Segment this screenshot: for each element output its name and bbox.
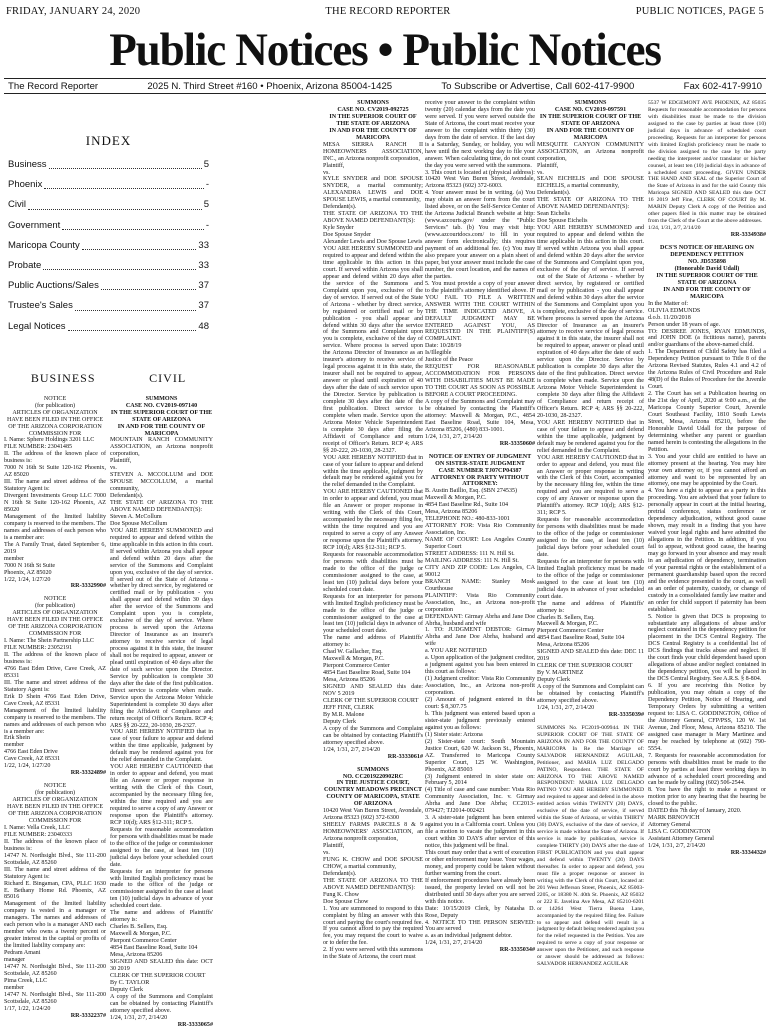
issue-date: FRIDAY, JANUARY 24, 2020 xyxy=(6,6,141,17)
index-item[interactable]: Probate 33 xyxy=(8,256,209,276)
notice-ref: RR-3335060# xyxy=(499,440,535,447)
notice-heading: NOTICE (for publication) ARTICLES OF ORGANIZATION HAVE BEEN FILED IN THE OFFICE OF THE ARIZONA CORPORATION COMMISSION FOR xyxy=(6,395,104,437)
business-heading: BUSINESS xyxy=(30,370,96,385)
index-item[interactable]: Government - xyxy=(8,216,209,236)
notice-heading: SUMMONS CASE NO. CV2019-097591 IN THE SUPERIOR COURT OF THE STATE OF ARIZONA IN AND FOR THE COUNTY OF MARICOPA xyxy=(539,100,642,141)
notice-body: B. Austin Baillio, Esq. (SBN 274535) Maxwell & Morgan, P.C. 4854 East Baseline Rd., Suite 104 Mesa, Arizona 85206 TELEPHONE NO.: 480-833-1001 ATTORNEY FOR: Vista Rio Community Association, Inc. NAME OF COURT: Los Angeles County Superior Court STREET ADDRESS: 111 N. Hill St. MAILING ADDRESS: 111 N. Hill St. CITY AND ZIP CODE: Los Angeles, CA 90012 BRANCH NAME: Stanley Mosk Courthouse PLAINTIFF: Vista Rio Community Association, Inc., an Arizona non-profit corporation DEFENDANT: Girmay Abrha and Jane Doe Abrha, husband and wife 1. TO: JUDGMENT DEBTOR: Girmay Abrha and Jane Doe Abrha, husband and wife a. YOU ARE NOTIFIED a. Upon application of the judgment creditor, a judgment against you has been entered in this court as follows: (1) Judgment creditor: Vista Rio Community Association, Inc., an Arizona non-profit corporation. (2) Amount of judgment entered in this court: $ 8,307.75 b. This judgment was entered based upon a sister-state judgment previously entered against you as follows: (1) Sister state: Arizona (2) Sister-state court: South Mountain Justice Court, 620 W. Jackson St., Phoenix, AZ. Transferred to Maricopa County Superior Court, 125 W. Washington, Phoenix, AZ 85003 (3) Judgment entered in sister state on: February 5, 2014 (4) Title of case and case number: Vista Rio Community Association, Inc. v. Girmay Abrha and Jane Doe Abrha; CC2013-079427; TJ2014-002421 3. A sister-state judgment has been entered against you in a California court. Unless you file a motion to vacate the judgment in this court within 30 DAYS after service of this notice, this judgment will be final. This court may order that a writ of execution or other enforcement may issue. Your wages, money, and property could be taken without further warning from the court. If enforcement procedures have already been issued, the property levied on will not be distributed until 30 days after you are served with this notice. Date: 10/15/2019 Clerk, by Natasha D. Rose, Deputy 4. NOTICE TO THE PERSON SERVED: You are served a. as an individual judgment debtor. 1/24, 1/31, 2/7, 2/14/20 xyxy=(425,488,535,947)
notice-body: SUMMONS No. FC2019-009944. IN THE SUPERIOR COURT OF THE STATE OF ARIZONA IN AND FOR THE COUNTY OF MARICOPA In Re the Marriage of: SALVADOR HERNANDEZ AGUILAR, Petitioner, and MARIA LUZ DELGADO PATINO, Respondent. THE STATE OF ARIZONA TO THE ABOVE NAMED RESPONDENT: MARIA LUZ DELGADO PATINO YOU ARE HEREBY SUMMONED and required to appear and defend in the above entitled action within TWENTY (20) DAYS, exclusive of the date of service, if served within the State of Arizona, or within THIRTY (30) DAYS, exclusive of the date of service, if service is made without the State of Arizona. If service is made by publication, service is complete THIRTY (30) DAYS after the date of FIRST PUBLICATION and you shall appear and defend within TWENTY (20) DAYS thereafter. In order to appear and defend, you must file a proper response or answer in writing with the Clerk of this Court, located at: 201 West Jefferson Street, Phoenix, AZ 85003-2205, or 18380 N. 40th St. Phoenix, AZ 85032 or 222 E. Javelina Ave Mesa, AZ 85210-6201 or 14264 West Tierra Buena Lane, accompanied by the required filing fee. Failure to so appear and defend will result in a judgment by default being rendered against you for the relief requested in the Petition. You are required to serve a copy of your response or answer upon the Petitioner, and such response or answer should be addressed as follows: SALVADOR HERNANDEZ AGUILAR xyxy=(537,724,644,968)
subhead-subscribe: To Subscribe or Advertise, Call 602-417-9900 xyxy=(441,81,635,92)
page-label: PUBLIC NOTICES, PAGE 5 xyxy=(635,6,764,17)
masthead: Public Notices • Public Notices xyxy=(109,24,661,76)
notice-ref: RR-3335034# xyxy=(499,947,535,954)
subhead-name: The Record Reporter xyxy=(8,81,99,92)
column-4 xyxy=(425,100,535,1020)
notice-ref: RR-3332237# xyxy=(70,1012,106,1019)
notice-body: I. Name: Vella Creek, LLC FILE NUMBER: 23040333 II. The address of the known place of business is: 14747 N. Northsight Blvd., Ste 111-200 Scottsdale, AZ 85260 III. The name and street address of the Statutory Agent is: Richard E. Bingaman, CPA, PLLC 1630 E. Bethany Home Rd. Phoenix, AZ 85016 Management of the limited liability company is vested in a manager or managers. The names and addresses of each person who is a manager AND each member who owns a twenty percent or greater interest in the capital or profits of the limited liability company are: Pedram Amani manager 14747 N. Northsight Blvd., Ste 111-200 Scottsdale, AZ 85260 Pima Creek, LLC member 14747 N. Northsight Blvd., Ste 111-200 Scottsdale, AZ 85260 1/17, 1/22, 1/24/20 xyxy=(4,824,106,1012)
business-notices xyxy=(4,396,106,1028)
paper-name: THE RECORD REPORTER xyxy=(325,6,451,17)
notice-body: I. Name: Sphere Holdings 3201 LLC FILE NUMBER: 23041485 II. The address of the known place of business is: 7000 N 16th St Suite 120-162 Phoenix, AZ 85020 III. The name and street address of the Statutory Agent is: Divergent Investments Group LLC 7000 N 16th St Suite 120-162 Phoenix, AZ 85020 Management of the limited liability company is reserved to the members. The names and addresses of each person who is a member are: The A Family Trust, dated September 6, 2019 member 7000 N 16th St Suite Phoenix, AZ 85020 1/22, 1/24, 1/27/20 xyxy=(4,437,106,583)
index-item[interactable]: Civil 5 xyxy=(8,195,209,215)
notice-heading: DCS'S NOTICE OF HEARING ON DEPENDENCY PETITION NO. JD535898 (Honorable David Udall) IN THE SUPERIOR COURT OF THE STATE OF ARIZONA IN AND FOR THE COUNTY OF MARICOPA xyxy=(656,245,758,300)
notice-heading: SUMMONS CASE NO. CV2019-092725 IN THE SUPERIOR COURT OF THE STATE OF ARIZONA IN AND FOR THE COUNTY OF MARICOPA xyxy=(329,100,417,141)
notice-body: receive your answer to the complaint within twenty (20) calendar days from the date you were served. If you were served outside the State of Arizona, the court must receive your answer to the complaint within thirty (30) days from the date of service. If the last day is a Saturday, Sunday, or holiday, you will have until the next working day to file your answer. When calculating time, do not count the day you were served with the summons. 3. This court is located at (physical address): 10420 West Van Buren Street, Avondale, Arizona 85323 (602) 372-6003. 4. Your answer must be in writing. (a) You may obtain an answer form from the court listed above, or on the Self-Service Center of the Arizona Judicial Branch website at http: (www.azcourts.gov/ under the "Public Services" tab. (b) You may visit http: (www.azcourtdocs.com/ to fill in your answer form electronically; this requires payment of an additional fee. (c) You may also prepare your answer on a plain sheet of paper, but your answer must include the case number, the court location, and the names of the parties. 5. You must provide a copy of your answer to the plaintiff's attorney identified above. IF YOU FAIL TO FILE A WRITTEN ANSWER WITH THE COURT WITHIN THE TIME INDICATED ABOVE, A DEFAULT JUDGMENT MAY BE ENTERED AGAINST YOU, AS REQUESTED IN THE PLAINTIFF(S) COMPLAINT. Date: 10/28/19 Is/Illegible Justice of the Peace REQUEST FOR REASONABLE ACCOMMODATION FOR PERSONS WITH DISABILITIES MUST BE MADE TO THE COURT AS SOON AS POSSIBLE BEFORE A COURT PROCEEDING. A copy of the Summons and Complaint may be obtained by contacting the Plaintiff's attorney: Maxwell & Morgan, P.C., 4854 East Baseline Road, Suite 104, Mesa, Arizona 85206, (480) 833-1001. 1/24, 1/31, 2/7, 2/14/20 xyxy=(425,100,535,440)
notice-body: 10420 West Van Buren Street, Avondale, Arizona 85323 (602) 372-6300 SHEELY FARMS PARCELS 8 & 9 HOMEOWNERS' ASSOCIATION, an Arizona nonprofit corporation, Plaintiff, vs. FUNG K. CHOW and DOE SPOUSE CHOW, a marital community, Defendant(s). THE STATE OF ARIZONA TO THE ABOVE NAMED DEFENDANT(S): Fung K. Chow Doe Spouse Chow 1. You are summoned to respond to this complaint by filing an answer with this court and paying the court's required fee. If you cannot afford to pay the required fee, you may request the court to waive or to defer the fee. 2. If you were served with this summons in the State of Arizona, the court must xyxy=(323,808,423,961)
notice-ref: RR-3333061# xyxy=(387,753,423,760)
sections-row xyxy=(4,396,213,1028)
index-title: INDEX xyxy=(85,133,132,148)
civil-notices xyxy=(110,396,213,1028)
notice-heading: SUMMONS NO. CC2019220902RC IN THE JUSTICE COURT, COUNTRY MEADOWS PRECINCT COUNTY OF MARICOPA, STATE OF ARIZONA xyxy=(323,766,423,808)
notice-ref: RR-3334938# xyxy=(730,232,766,239)
column-5 xyxy=(537,100,644,1020)
index-item[interactable]: Maricopa County 33 xyxy=(8,236,209,256)
subhead-bar xyxy=(4,78,766,94)
index-item[interactable]: Business 5 xyxy=(8,155,209,175)
index-item[interactable]: Phoenix - xyxy=(8,175,209,195)
index-item[interactable]: Legal Notices 48 xyxy=(8,317,209,337)
subhead-address: 2025 N. Third Street #160 • Phoenix, Arizona 85004-1425 xyxy=(147,81,393,92)
column-3 xyxy=(323,100,423,1020)
notice-heading: SUMMONS CASE NO. CV2019-097140 IN THE SUPERIOR COURT OF THE STATE OF ARIZONA IN AND FOR THE COUNTY OF MARICOPA xyxy=(110,395,213,437)
notice-heading: NOTICE OF ENTRY OF JUDGMENT ON SISTER-STATE JUDGMENT CASE NUMBER TJ07CP04387 ATTORNEY OR PARTY WITHOUT ATTORNEY: xyxy=(428,453,532,488)
notice-ref: RR-3333065# xyxy=(177,1021,213,1028)
index-list xyxy=(4,155,213,337)
left-column xyxy=(4,100,213,1028)
page-header xyxy=(6,6,764,20)
notice-body: MESQUITE CANYON COMMUNITY ASSOCIATION, an Arizona nonprofit corporation, Plaintiff, vs. SEAN EICHELIS and DOE SPOUSE EICHELIS, a marital community, Defendant(s). THE STATE OF ARIZONA TO THE ABOVE NAMED DEFENDANT(S): Sean Eichelis Doe Spouse Eichelis YOU ARE HEREBY SUMMONED and required to appear and defend within the time applicable in this action in this court. If served within Arizona you shall appear and defend within 20 days after the service of the Summons and Complaint upon you, exclusive of the day of service. If served out of the State of Arizona - whether by direct service, by registered or certified mail or by publication - you shall appear and defend within 30 days after the service of the Summons and Complaint upon you is complete, exclusive of the day of service. Where process is served upon the Arizona Director of Insurance as an insurer's attorney to receive service of legal process against it in this state, the insurer shall not be required to appear, answer or plead until expiration of 40 days after the date of such service upon the Director. Service by publication is complete 30 days after the date of the first publication. Direct service is complete when made. Service upon the Arizona Motor Vehicle Superintendent is complete 30 days after filing the Affidavit of Compliance and return receipt of Officer's Return. RCP 4; ARS §§ 20-222, 20-1030, 28-2327. YOU ARE HEREBY NOTIFIED that in case of your failure to appear and defend within the time applicable, judgment by default may be rendered against you for the relief demanded in the Complaint. YOU ARE HEREBY CAUTIONED that in order to appear and defend, you must file an Answer or proper response in writing with the Clerk of this Court, accompanied by the necessary filing fee, within the time required and you are required to serve a copy of any Answer or response upon the Plaintiff's attorney. RCP 10(d); ARS §12-311; RCP 5. Requests for reasonable accommodation for persons with disabilities must be made to the office of the judge or commissioner assigned to the case, at least ten (10) judicial days before your scheduled court date. Requests for an interpreter for persons with limited English proficiency must be made to the office of the judge or commissioner assigned to the case at least ten (10) judicial days in advance of your scheduled court date. The name and address of Plaintiffs' attorney is: Charles B. Sellers, Esq. Maxwell & Morgan, P.C. Pierpont Commerce Center 4854 East Baseline Road, Suite 104 Mesa, Arizona 85206 SIGNED AND SEALED this date: DEC 11 2019 CLERK OF THE SUPERIOR COURT By V. MARTINEZ Deputy Clerk A copy of the Summons and Complaint can be obtained by contacting Plaintiff's attorney specified above. 1/24, 1/31, 2/7, 2/14/20 xyxy=(537,141,644,711)
notice-ref: RR-3332990# xyxy=(70,583,106,590)
notice-ref: RR-3334432# xyxy=(730,849,766,856)
notice-ref: RR-3332489# xyxy=(70,770,106,777)
civil-heading: CIVIL xyxy=(149,370,187,385)
notice-body: I. Name: The Shein Partnership LLC FILE NUMBER: 23052191 II. The address of the known place of business is: 4766 East Eden Drive, Cave Creek, AZ 85331 III. The name and street address of the Statutory Agent is: Erik D Shein 4766 East Eden Drive, Cave Creek, AZ 85331 Management of the limited liability company is reserved to the members. The names and addresses of each person who is a member are: Erik Shein member 4766 East Eden Drive Cave Creek, AZ 85331 1/22, 1/24, 1/27/20 xyxy=(4,638,106,770)
notice-heading: NOTICE (for publication) ARTICLES OF ORGANIZATION HAVE BEEN FILED IN THE OFFICE OF THE ARIZONA CORPORATION COMMISSION FOR xyxy=(6,783,104,824)
section-headings xyxy=(4,370,213,385)
column-6 xyxy=(648,100,766,1020)
index-item[interactable]: Public Auctions/Sales 37 xyxy=(8,276,209,296)
index-item[interactable]: Trustee's Sales 37 xyxy=(8,296,209,316)
notice-body: In the Matter of: OLIVIA EDMUNDS d.o.b. 11/20/2018 Person under 18 years of age. TO: DESIREE JONES, RYAN EDMUNDS, and JOHN DOE (a fictitious name), parents and/or guardians of the above-named child. 1. The Department of Child Safety has filed a Dependency Petition pursuant to Title 8 of the Arizona Revised Statutes, Rules 4.1 and 4.2 of the Arizona Rules of Civil Procedure and Rule 48(D) of the Rules of Procedure for the Juvenile Court. 2. The Court has set a Publication hearing on the 21st day of April, 2020 at 9:00 a.m., at the Maricopa County Superior Court, Juvenile Court Southeast Facility, 1810 South Lewis Street, Mesa, Arizona 85210, before the Honorable David Udall for the purpose of determining whether any parent or guardian named herein is contesting the allegations in the Petition. 3. You and your child are entitled to have an attorney present at the hearing. You may hire your own attorney or, if you cannot afford an attorney and want to be represented by an attorney, one may be appointed by the Court. 4. You have a right to appear as a party in this proceeding. You are advised that your failure to personally appear in court at the initial hearing, pretrial conference, status conference or dependency adjudication, without good cause shown, may result in a finding that you have waived your legal rights and have admitted the allegations in the Petition. In addition, if you fail to appear, without good cause, the hearing may go forward in your absence and may result in an adjudication of dependency, termination of your parental rights or the establishment of a permanent guardianship based upon the record and the evidence presented to the court, as well as an order of paternity, custody, or change of custody in a consolidated family law matter and an order for child support if paternity has been established. 5. Notice is given that DCS is proposing to substantiate any allegations of abuse and/or neglect contained in the dependency petition for placement in the DCS Central Registry. The DCS Central Registry is a confidential list of DCS findings that tracks abuse and neglect. If the court finds your child dependent based upon allegations of abuse and/or neglect contained in the dependency petition, you will be placed in the DCS Central Registry. See A.R.S. § 8-804. 6. If you are receiving this Notice by publication, you may obtain a copy of the Dependency Petition, Notice of Hearing, and Temporary Orders by submitting a written request to: LISA C. GODDINGTON, Office of the Attorney General, CFP/PSS, 120 W. 1st Avenue, 2nd Floor, Mesa, Arizona 85210. The assigned case manager is Mary Martinez and may be reached by telephone at (602) 790-5554. 7. Requests for reasonable accommodation for persons with disabilities must be made to the court by parties at least three working days in advance of a scheduled court proceeding and can be made by calling (602) 506-2544. 8. You have the right to make a request or motion prior to any hearing that the hearing be closed to the public. DATED this 7th day of January, 2020. MARK BRNOVICH Attorney General LISA C. GODDINGTON Assistant Attorney General 1/24, 1/31, 2/7, 2/14/20 xyxy=(648,300,766,850)
notice-body: 5537 W EDGEMONT AVE PHOENIX, AZ 85035 Requests for reasonable accommodation for persons with disabilities must be made to the division assigned to the case by parties at least three (10) judicial days in advance of scheduled court proceeding. Requests for an interpreter for persons with limited English proficiency must be made to the division assigned to the case by the party needing the interpreter and/or translator or his/her counsel, at least ten (10) judicial days in advance of a scheduled court proceeding. GIVEN UNDER THE HAND AND SEAL of the Superior Court of the State of Arizona in and for the said County this Maricopa SIGNED AND SEALED this date OCT 16 2019 Jeff Fine, CLERK OF COURT By M. MARIN Deputy Clerk A copy of the Petition and other papers filed in this matter may be obtained from the Clerk of the Court at the above addresses. 1/24, 1/31, 2/7, 2/14/20 xyxy=(648,100,766,232)
notice-body: MOUNTAIN RANCH COMMUNITY ASSOCIATION, an Arizona nonprofit corporation, Plaintiff, vs. STEVEN A. MCCOLLUM and DOE SPOUSE MCCOLLUM, a marital community, Defendant(s). THE STATE OF ARIZONA TO THE ABOVE NAMED DEFENDANT(S): Steven A. McCollum Doe Spouse McCollum YOU ARE HEREBY SUMMONED and required to appear and defend within the time applicable in this action in this court. If served within Arizona you shall appear and defend within 20 days after the service of the Summons and Complaint upon you, exclusive of the day of service. If served out of the State of Arizona - whether by direct service, by registered or certified mail or by publication - you shall appear and defend within 30 days after the service of the Summons and Complaint upon you is complete, exclusive of the day of service. Where process is served upon the Arizona Director of Insurance as an insurer's attorney to receive service of legal process against it in this state, the insurer shall not be required to appear, answer or plead until expiration of 40 days after the date of such service upon the Director. Service by publication is complete 30 days after the date of the first publication. Direct service is complete when made. Service upon the Arizona Motor Vehicle Superintendent is complete 30 days after filing the Affidavit of Compliance and return receipt of Officer's Return. RCP 4; ARS §§ 20-222, 20-1030, 28-2327. YOU ARE HEREBY NOTIFIED that in case of your failure to appear and defend within the time applicable, judgment by default may be rendered against you for the relief demanded in the Complaint. YOU ARE HEREBY CAUTIONED that in order to appear and defend, you must file an Answer or proper response in writing with the Clerk of this Court, accompanied by the necessary filing fee, within the time required and you are required to serve a copy of any Answer or response upon the Plaintiff's attorney. RCP 10(d); ARS §12-311; RCP 5. Requests for reasonable accommodation for persons with disabilities must be made to the office of the judge or commissioner assigned to the case, at least ten (10) judicial days before your scheduled court date. Requests for an interpreter for persons with limited English proficiency must be made to the office of the judge or commissioner assigned to the case at least ten (10) judicial days in advance of your scheduled court date. The name and address of Plaintiffs' attorney is: Charles B. Sellers, Esq. Maxwell & Morgan, P.C. Pierpont Commerce Center 4854 East Baseline Road, Suite 104 Mesa, Arizona 85206 SIGNED AND SEALED this date: OCT 30 2019 CLERK OF THE SUPERIOR COURT By C. TAYLOR Deputy Clerk A copy of the Summons and Complaint can be obtained by contacting Plaintiff's attorney specified above. 1/24, 1/31, 2/7, 2/14/20 xyxy=(110,437,213,1021)
notice-body: MESA SIERRA RANCH II HOMEOWNERS ASSOCIATION, INC., an Arizona nonprofit corporation, Plaintiff, vs. KYLE SNYDER and DOE SPOUSE SNYDER, a marital community; ALEXANDRA LEWIS and DOE SPOUSE LEWIS, a marital community, Defendant(s). THE STATE OF ARIZONA TO THE ABOVE NAMED DEFENDANT(S): Kyle Snyder Doe Spouse Snyder Alexander Lewis and Doe Spouse Lewis YOU ARE HEREBY SUMMONED and required to appear and defend within the time applicable in this action in this court. If served within Arizona you shall appear and defend within 20 days after the service of the Summons and Complaint upon you, exclusive of the day of service. If served out of the State of Arizona - whether by direct service, by registered or certified mail or by publication - you shall appear and defend within 30 days after the service of the Summons and Complaint upon you is complete, exclusive of the day of service. Where process is served upon the Arizona Director of Insurance as an insurer's attorney to receive service of legal process against it in this state, the insurer shall not be required to appear, answer or plead until expiration of 40 days after the date of such service upon the Director. Service by publication is complete 30 days after the date of the first publication. Direct service is complete when made. Service upon the Arizona Motor Vehicle Superintendent is complete 30 days after filing the Affidavit of Compliance and return receipt of Officer's Return. RCP 4; ARS §§ 20-222, 20-1030, 28-2327. YOU ARE HEREBY NOTIFIED that in case of your failure to appear and defend within the time applicable, judgment by default may be rendered against you for the relief demanded in the Complaint. YOU ARE HEREBY CAUTIONED that in order to appear and defend, you must file an Answer or proper response in writing with the Clerk of this Court, accompanied by the necessary filing fee, within the time required and you are required to serve a copy of any Answer or response upon the Plaintiff's attorney. RCP 10(d); ARS §12-311; RCP 5. Requests for reasonable accommodation for persons with disabilities must be made to the office of the judge or commissioner assigned to the case, at least ten (10) judicial days before your scheduled court date. Requests for an interpreter for persons with limited English proficiency must be made to the office of the judge or commissioner assigned to the case at least ten (10) judicial days in advance of your scheduled court date. The name and address of Plaintiffs' attorney is: Chad W. Gallacher, Esq. Maxwell & Morgan, P.C. Pierpont Commerce Center 4854 East Baseline Road, Suite 104 Mesa, Arizona 85206 SIGNED AND SEALED this date: NOV 5 2019 CLERK OF THE SUPERIOR COURT JEFF FINE, CLERK By M.R. Malone Deputy Clerk A copy of the Summons and Complaint can be obtained by contacting Plaintiff's attorney specified above. 1/24, 1/31, 2/7, 2/14/20 xyxy=(323,141,423,753)
notice-heading: NOTICE (for publication) ARTICLES OF ORGANIZATION HAVE BEEN FILED IN THE OFFICE OF THE ARIZONA CORPORATION COMMISSION FOR xyxy=(6,596,104,638)
subhead-fax: Fax 602-417-9910 xyxy=(683,81,762,92)
notice-ref: RR-3335039# xyxy=(608,711,644,718)
